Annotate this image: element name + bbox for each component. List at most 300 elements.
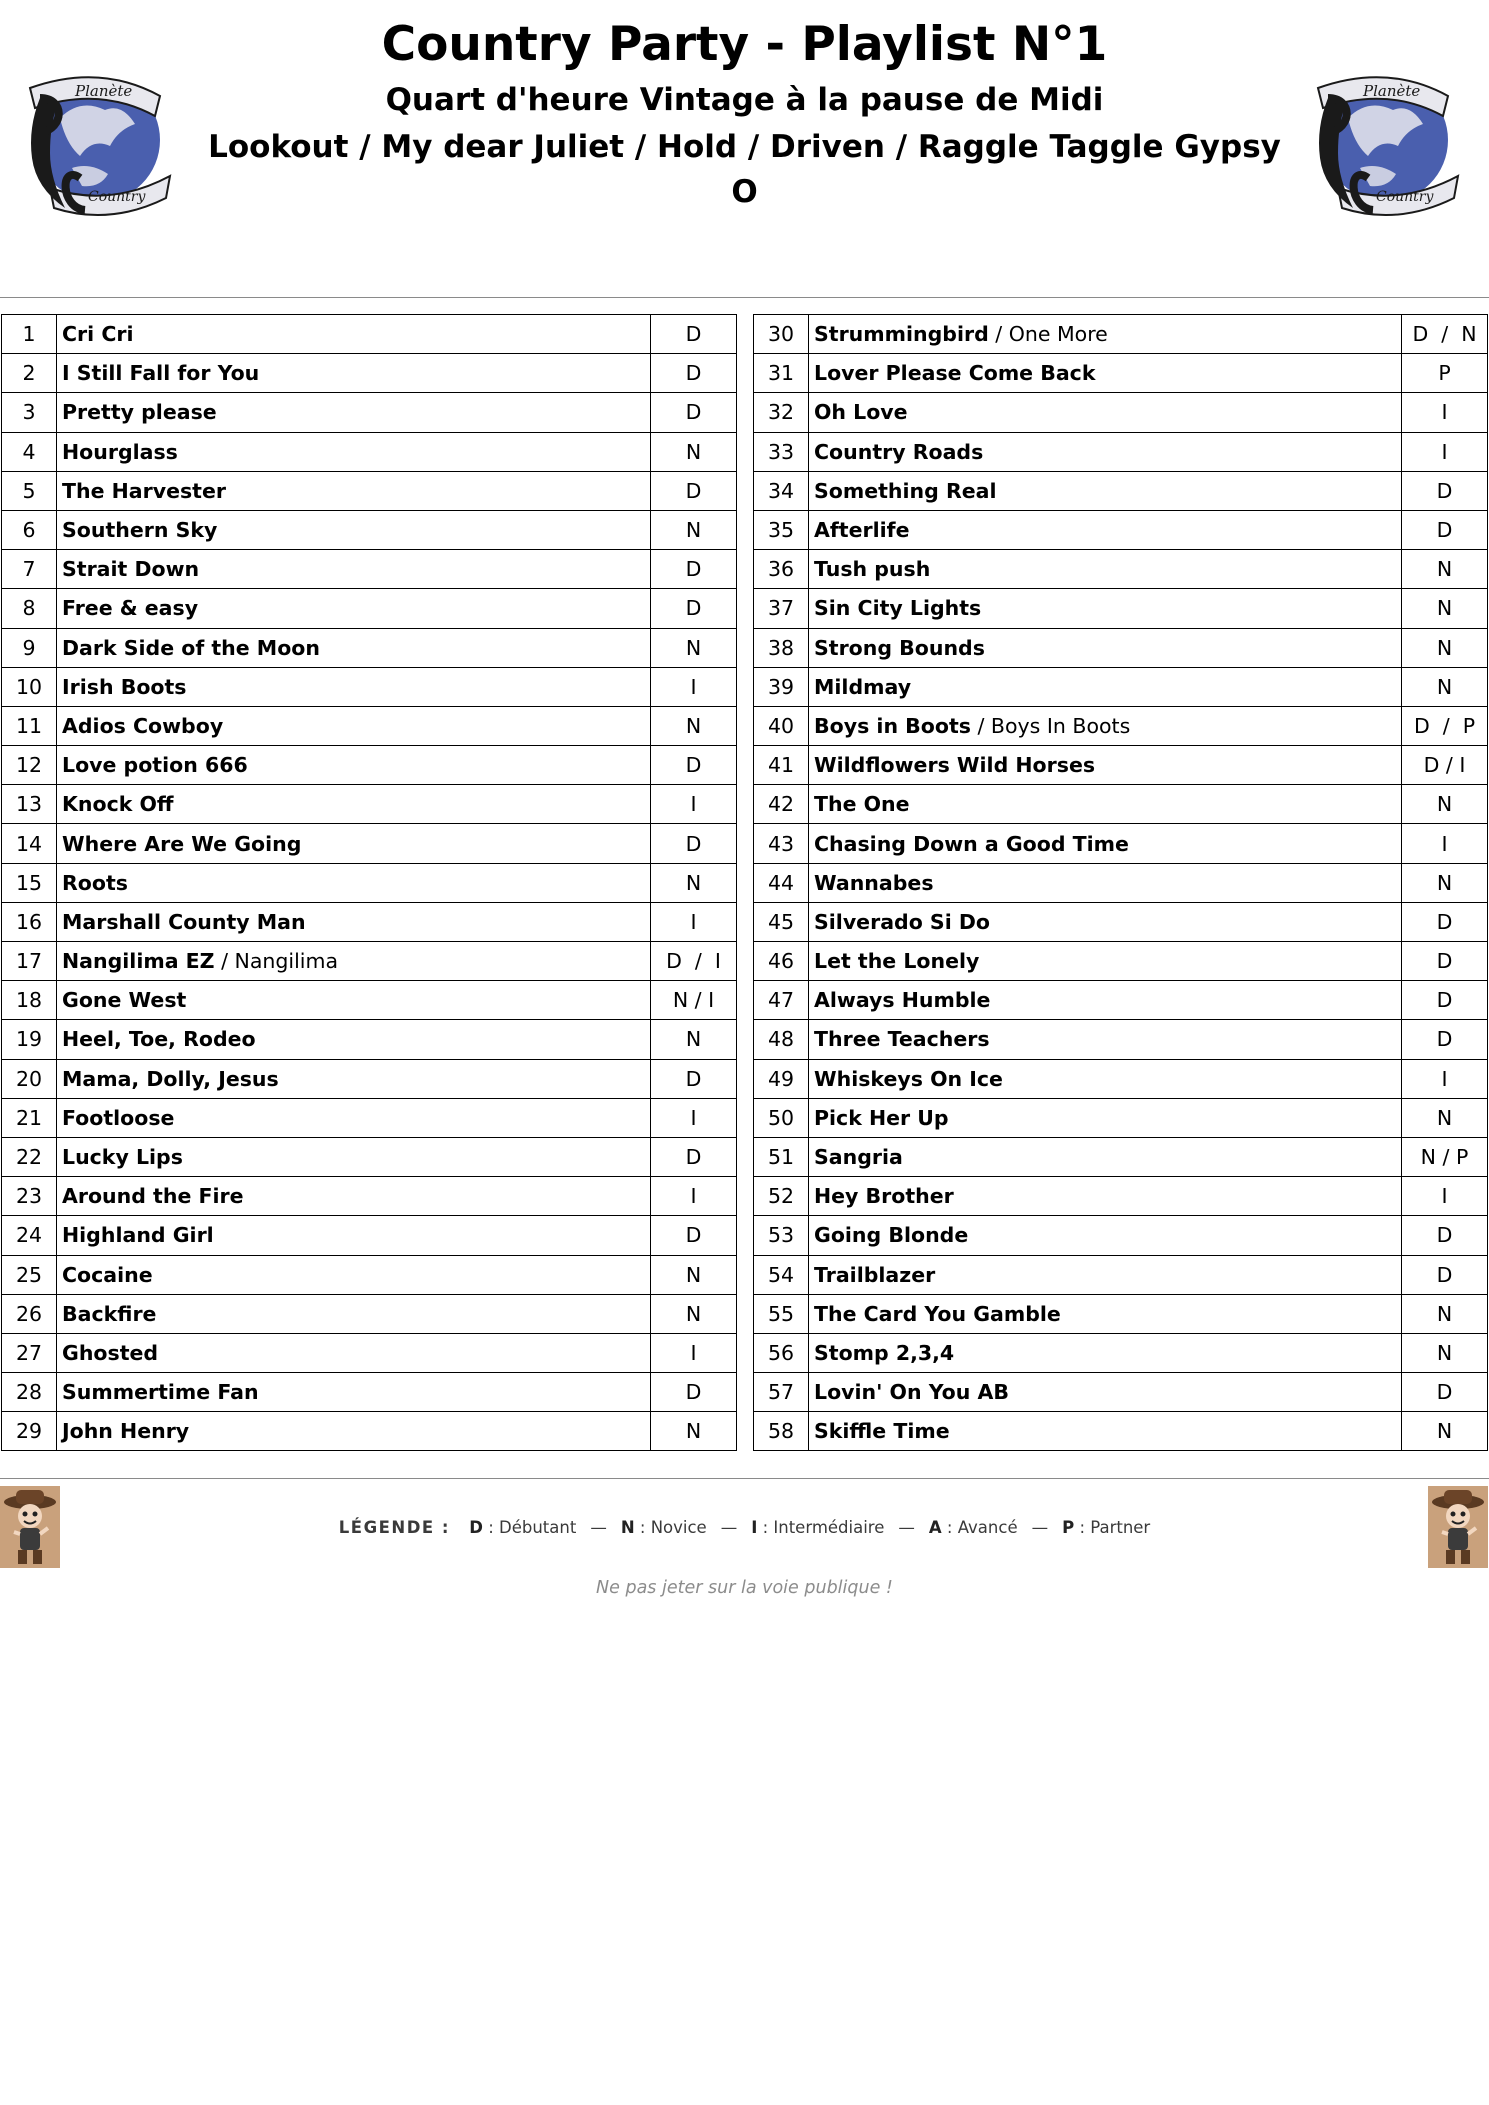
track-title-cell	[809, 628, 1402, 667]
logo-text-bottom: Country	[88, 189, 146, 205]
track-level: D	[1402, 1255, 1488, 1294]
track-title: Gone West	[62, 988, 187, 1013]
featured-songs-continued: O	[731, 174, 758, 210]
track-title: Cocaine	[62, 1262, 153, 1287]
table-row	[2, 550, 737, 589]
track-title: Irish Boots	[62, 674, 187, 699]
track-level: I	[651, 785, 737, 824]
legend-key: P	[1062, 1518, 1075, 1537]
table-row	[754, 1137, 1488, 1176]
track-number: 11	[2, 706, 57, 745]
track-level: I	[651, 667, 737, 706]
track-level: N	[651, 1412, 737, 1451]
table-row	[2, 1098, 737, 1137]
playlist-table-left	[1, 314, 737, 1451]
track-level: N	[1402, 628, 1488, 667]
table-row	[2, 942, 737, 981]
track-title-cell	[809, 706, 1402, 745]
table-row	[2, 510, 737, 549]
table-row	[754, 315, 1488, 354]
track-title-cell	[809, 1177, 1402, 1216]
track-number: 20	[2, 1059, 57, 1098]
track-title-cell	[57, 785, 651, 824]
track-level: D / P	[1402, 706, 1488, 745]
table-row	[754, 471, 1488, 510]
track-title-cell	[57, 315, 651, 354]
track-title: Roots	[62, 870, 128, 895]
track-number: 52	[754, 1177, 809, 1216]
track-level: D	[1402, 942, 1488, 981]
table-row	[2, 1020, 737, 1059]
table-row	[2, 471, 737, 510]
track-title-cell	[809, 824, 1402, 863]
track-number: 42	[754, 785, 809, 824]
track-title: Whiskeys On Ice	[814, 1066, 1003, 1091]
track-level: D / I	[651, 942, 737, 981]
track-title: Something Real	[814, 478, 997, 503]
track-level: D	[651, 1137, 737, 1176]
track-level: I	[651, 1098, 737, 1137]
track-title-cell	[57, 1020, 651, 1059]
track-title-cell	[809, 1059, 1402, 1098]
track-level: D	[1402, 1216, 1488, 1255]
track-title: Three Teachers	[814, 1027, 990, 1052]
track-number: 50	[754, 1098, 809, 1137]
track-title-cell	[57, 354, 651, 393]
table-row	[2, 432, 737, 471]
track-title-cell	[809, 1255, 1402, 1294]
track-number: 47	[754, 981, 809, 1020]
track-number: 40	[754, 706, 809, 745]
page-header	[0, 0, 1489, 290]
track-title-cell	[57, 589, 651, 628]
track-title: Around the Fire	[62, 1184, 244, 1209]
track-title: Ghosted	[62, 1340, 159, 1365]
track-title-cell	[57, 942, 651, 981]
track-number: 30	[754, 315, 809, 354]
table-row	[2, 1216, 737, 1255]
track-title-cell	[57, 1059, 651, 1098]
track-title: Strong Bounds	[814, 635, 985, 660]
track-level: I	[1402, 824, 1488, 863]
track-title-cell	[57, 1373, 651, 1412]
track-title-cell	[57, 1294, 651, 1333]
track-level: D	[651, 1216, 737, 1255]
track-title-cell	[809, 432, 1402, 471]
track-level: N	[651, 628, 737, 667]
track-title: Mama, Dolly, Jesus	[62, 1066, 279, 1091]
legend-label: : Débutant	[482, 1518, 577, 1537]
track-title: Marshall County Man	[62, 909, 306, 934]
table-row	[2, 1255, 737, 1294]
table-row	[754, 589, 1488, 628]
table-row	[2, 667, 737, 706]
track-number: 9	[2, 628, 57, 667]
track-title: Afterlife	[814, 518, 910, 543]
track-number: 49	[754, 1059, 809, 1098]
track-number: 2	[2, 354, 57, 393]
track-title: John Henry	[62, 1419, 190, 1444]
table-row	[754, 510, 1488, 549]
track-title: I Still Fall for You	[62, 361, 260, 386]
legend-key: A	[928, 1518, 942, 1537]
track-title: Sangria	[814, 1145, 903, 1170]
track-number: 26	[2, 1294, 57, 1333]
track-number: 44	[754, 863, 809, 902]
track-title-cell	[57, 863, 651, 902]
track-title: Tush push	[814, 557, 931, 582]
track-number: 33	[754, 432, 809, 471]
track-title: Adios Cowboy	[62, 713, 224, 738]
track-title-cell	[809, 863, 1402, 902]
table-row	[754, 1020, 1488, 1059]
track-level: I	[651, 1177, 737, 1216]
planete-country-logo	[1298, 58, 1468, 223]
track-title-cell	[57, 902, 651, 941]
track-level: D	[651, 471, 737, 510]
track-level: N	[1402, 589, 1488, 628]
table-row	[754, 824, 1488, 863]
track-level: N / I	[651, 981, 737, 1020]
track-title-cell	[809, 315, 1402, 354]
table-row	[754, 902, 1488, 941]
track-number: 31	[754, 354, 809, 393]
track-level: I	[1402, 1059, 1488, 1098]
track-level: I	[651, 1333, 737, 1372]
track-title-cell	[57, 746, 651, 785]
track-title-cell	[57, 471, 651, 510]
track-number: 37	[754, 589, 809, 628]
track-number: 56	[754, 1333, 809, 1372]
track-number: 12	[2, 746, 57, 785]
table-row	[2, 863, 737, 902]
track-level: P	[1402, 354, 1488, 393]
track-number: 36	[754, 550, 809, 589]
divider	[0, 1478, 1489, 1479]
table-row	[754, 863, 1488, 902]
track-level: D	[651, 589, 737, 628]
track-title: Oh Love	[814, 400, 908, 425]
track-title: Highland Girl	[62, 1223, 214, 1248]
track-title: Wildflowers Wild Horses	[814, 753, 1096, 778]
track-title-cell	[809, 1333, 1402, 1372]
track-level: D / I	[1402, 746, 1488, 785]
track-number: 32	[754, 393, 809, 432]
table-row	[2, 589, 737, 628]
track-title: Trailblazer	[814, 1262, 936, 1287]
track-title-cell	[809, 1098, 1402, 1137]
track-title: Lucky Lips	[62, 1145, 183, 1170]
track-title-cell	[57, 1412, 651, 1451]
table-row	[2, 354, 737, 393]
legend-key: I	[751, 1518, 758, 1537]
table-row	[754, 354, 1488, 393]
legend-key: D	[469, 1518, 483, 1537]
track-number: 7	[2, 550, 57, 589]
track-title-cell	[809, 510, 1402, 549]
footnote: Ne pas jeter sur la voie publique !	[596, 1578, 893, 1598]
track-level: N	[1402, 667, 1488, 706]
track-title-cell	[809, 785, 1402, 824]
track-level: N	[651, 1020, 737, 1059]
track-number: 51	[754, 1137, 809, 1176]
table-row	[2, 1294, 737, 1333]
track-level: N	[1402, 1294, 1488, 1333]
logo-text-top: Planète	[75, 82, 133, 100]
track-title: Hourglass	[62, 439, 178, 464]
track-number: 5	[2, 471, 57, 510]
track-title-cell	[809, 393, 1402, 432]
table-row	[2, 746, 737, 785]
track-title-cell	[809, 1373, 1402, 1412]
track-title-cell	[57, 1177, 651, 1216]
track-level: N / P	[1402, 1137, 1488, 1176]
track-title: Free & easy	[62, 596, 199, 621]
track-level: I	[1402, 1177, 1488, 1216]
legend-label: : Partner	[1074, 1518, 1151, 1537]
track-number: 17	[2, 942, 57, 981]
table-row	[2, 1373, 737, 1412]
table-row	[2, 1333, 737, 1372]
track-title-cell	[809, 1412, 1402, 1451]
table-row	[754, 1098, 1488, 1137]
track-title: Sin City Lights	[814, 596, 982, 621]
track-title: Wannabes	[814, 870, 934, 895]
track-level: D	[651, 746, 737, 785]
track-number: 19	[2, 1020, 57, 1059]
track-title: Stomp 2,3,4	[814, 1340, 955, 1365]
legend-label: : Intermédiaire	[757, 1518, 885, 1537]
track-number: 53	[754, 1216, 809, 1255]
table-row	[2, 315, 737, 354]
track-number: 39	[754, 667, 809, 706]
track-number: 21	[2, 1098, 57, 1137]
table-row	[754, 628, 1488, 667]
track-level: D	[651, 550, 737, 589]
table-row	[754, 785, 1488, 824]
track-level: N	[1402, 1098, 1488, 1137]
track-number: 3	[2, 393, 57, 432]
track-level: D	[1402, 510, 1488, 549]
track-title: Backfire	[62, 1301, 157, 1326]
track-title-cell	[57, 628, 651, 667]
track-number: 25	[2, 1255, 57, 1294]
table-row	[754, 942, 1488, 981]
track-number: 45	[754, 902, 809, 941]
track-level: N	[651, 510, 737, 549]
track-title: Where Are We Going	[62, 831, 302, 856]
track-number: 28	[2, 1373, 57, 1412]
track-title: Strait Down	[62, 557, 200, 582]
table-row	[2, 1137, 737, 1176]
track-title: Pretty please	[62, 400, 217, 425]
track-level: D	[1402, 1020, 1488, 1059]
track-title-cell	[809, 1294, 1402, 1333]
table-row	[754, 746, 1488, 785]
track-number: 15	[2, 863, 57, 902]
page-title: Country Party - Playlist N°1	[381, 17, 1108, 72]
track-number: 46	[754, 942, 809, 981]
track-title: Country Roads	[814, 439, 984, 464]
track-level: N	[1402, 785, 1488, 824]
table-row	[754, 550, 1488, 589]
track-number: 54	[754, 1255, 809, 1294]
track-title: Knock Off	[62, 792, 174, 817]
track-title-cell	[57, 393, 651, 432]
track-title: The Harvester	[62, 478, 226, 503]
track-level: D	[1402, 902, 1488, 941]
track-title-cell	[809, 1137, 1402, 1176]
track-title: Strummingbird	[814, 322, 989, 347]
table-row	[2, 1412, 737, 1451]
table-row	[2, 981, 737, 1020]
track-number: 34	[754, 471, 809, 510]
track-number: 16	[2, 902, 57, 941]
table-row	[754, 1373, 1488, 1412]
track-number: 18	[2, 981, 57, 1020]
track-title-cell	[57, 510, 651, 549]
track-level: N	[1402, 550, 1488, 589]
track-title-cell	[57, 550, 651, 589]
track-level: N	[1402, 1412, 1488, 1451]
track-title: Skiffle Time	[814, 1419, 950, 1444]
track-title-cell	[57, 1255, 651, 1294]
track-title: Cri Cri	[62, 322, 134, 347]
track-number: 57	[754, 1373, 809, 1412]
track-level: N	[1402, 863, 1488, 902]
track-number: 55	[754, 1294, 809, 1333]
track-title-cell	[57, 1137, 651, 1176]
track-level: D	[1402, 1373, 1488, 1412]
table-row	[754, 706, 1488, 745]
track-title: Love potion 666	[62, 753, 248, 778]
track-title: Let the Lonely	[814, 949, 980, 974]
track-title-cell	[57, 432, 651, 471]
logo-text-bottom: Country	[1376, 189, 1434, 205]
legend-separator: —	[720, 1518, 738, 1537]
logo-text-top: Planète	[1363, 82, 1421, 100]
table-row	[754, 1216, 1488, 1255]
legend-heading: LÉGENDE :	[338, 1518, 451, 1537]
track-number: 27	[2, 1333, 57, 1372]
table-row	[754, 393, 1488, 432]
track-title-cell	[809, 550, 1402, 589]
track-title-cell	[57, 981, 651, 1020]
track-level: I	[651, 902, 737, 941]
table-row	[2, 1177, 737, 1216]
cowboy-mascot-icon	[1428, 1486, 1488, 1568]
track-title: The Card You Gamble	[814, 1301, 1061, 1326]
table-row	[754, 1177, 1488, 1216]
track-title-cell	[809, 746, 1402, 785]
track-title-cell	[809, 589, 1402, 628]
track-level: N	[1402, 1333, 1488, 1372]
track-number: 22	[2, 1137, 57, 1176]
track-title-cell	[809, 981, 1402, 1020]
table-row	[754, 1412, 1488, 1451]
table-row	[754, 432, 1488, 471]
table-row	[2, 706, 737, 745]
track-level: D	[651, 1059, 737, 1098]
track-level: D	[651, 354, 737, 393]
track-level: N	[651, 863, 737, 902]
legend-label: : Novice	[634, 1518, 707, 1537]
track-title-cell	[57, 824, 651, 863]
divider	[0, 297, 1489, 298]
track-title-cell	[57, 1333, 651, 1372]
track-number: 23	[2, 1177, 57, 1216]
track-title-cell	[809, 1216, 1402, 1255]
track-number: 4	[2, 432, 57, 471]
legend-separator: —	[1031, 1518, 1049, 1537]
track-number: 29	[2, 1412, 57, 1451]
track-title-cell	[57, 1216, 651, 1255]
track-level: I	[1402, 393, 1488, 432]
track-level: D	[651, 1373, 737, 1412]
track-alternate: / One More	[988, 322, 1108, 347]
track-number: 48	[754, 1020, 809, 1059]
track-title: Heel, Toe, Rodeo	[62, 1027, 256, 1052]
track-title: Boys in Boots	[814, 713, 971, 738]
track-title: Mildmay	[814, 674, 912, 699]
track-number: 6	[2, 510, 57, 549]
track-level: N	[651, 432, 737, 471]
table-row	[754, 667, 1488, 706]
track-number: 1	[2, 315, 57, 354]
track-title: Southern Sky	[62, 518, 218, 543]
track-number: 14	[2, 824, 57, 863]
track-number: 41	[754, 746, 809, 785]
track-title: Going Blonde	[814, 1223, 969, 1248]
track-level: N	[651, 1294, 737, 1333]
track-number: 10	[2, 667, 57, 706]
track-title: Nangilima EZ	[62, 949, 215, 974]
track-title-cell	[57, 667, 651, 706]
track-level: N	[651, 1255, 737, 1294]
track-title: Hey Brother	[814, 1184, 954, 1209]
track-level: D	[1402, 471, 1488, 510]
page-subtitle: Quart d'heure Vintage à la pause de Midi	[385, 82, 1104, 118]
table-row	[754, 1255, 1488, 1294]
table-row	[2, 1059, 737, 1098]
table-row	[754, 1059, 1488, 1098]
track-title: Footloose	[62, 1105, 175, 1130]
table-row	[2, 393, 737, 432]
track-title-cell	[57, 706, 651, 745]
track-alternate: / Nangilima	[214, 949, 339, 974]
track-title: Chasing Down a Good Time	[814, 831, 1129, 856]
legend-key: N	[620, 1518, 635, 1537]
table-row	[754, 981, 1488, 1020]
track-level: I	[1402, 432, 1488, 471]
legend-separator: —	[590, 1518, 607, 1537]
track-title: Always Humble	[814, 988, 991, 1013]
track-title-cell	[809, 902, 1402, 941]
table-row	[754, 1294, 1488, 1333]
track-level: D	[651, 315, 737, 354]
track-number: 35	[754, 510, 809, 549]
track-title-cell	[809, 354, 1402, 393]
track-level: D	[651, 824, 737, 863]
track-title: Pick Her Up	[814, 1105, 949, 1130]
track-title-cell	[57, 1098, 651, 1137]
track-title: Lovin' On You AB	[814, 1380, 1009, 1405]
table-row	[2, 785, 737, 824]
track-title: Lover Please Come Back	[814, 361, 1096, 386]
track-number: 43	[754, 824, 809, 863]
featured-songs: Lookout / My dear Juliet / Hold / Driven / Raggle Taggle Gypsy	[208, 129, 1281, 165]
track-number: 13	[2, 785, 57, 824]
